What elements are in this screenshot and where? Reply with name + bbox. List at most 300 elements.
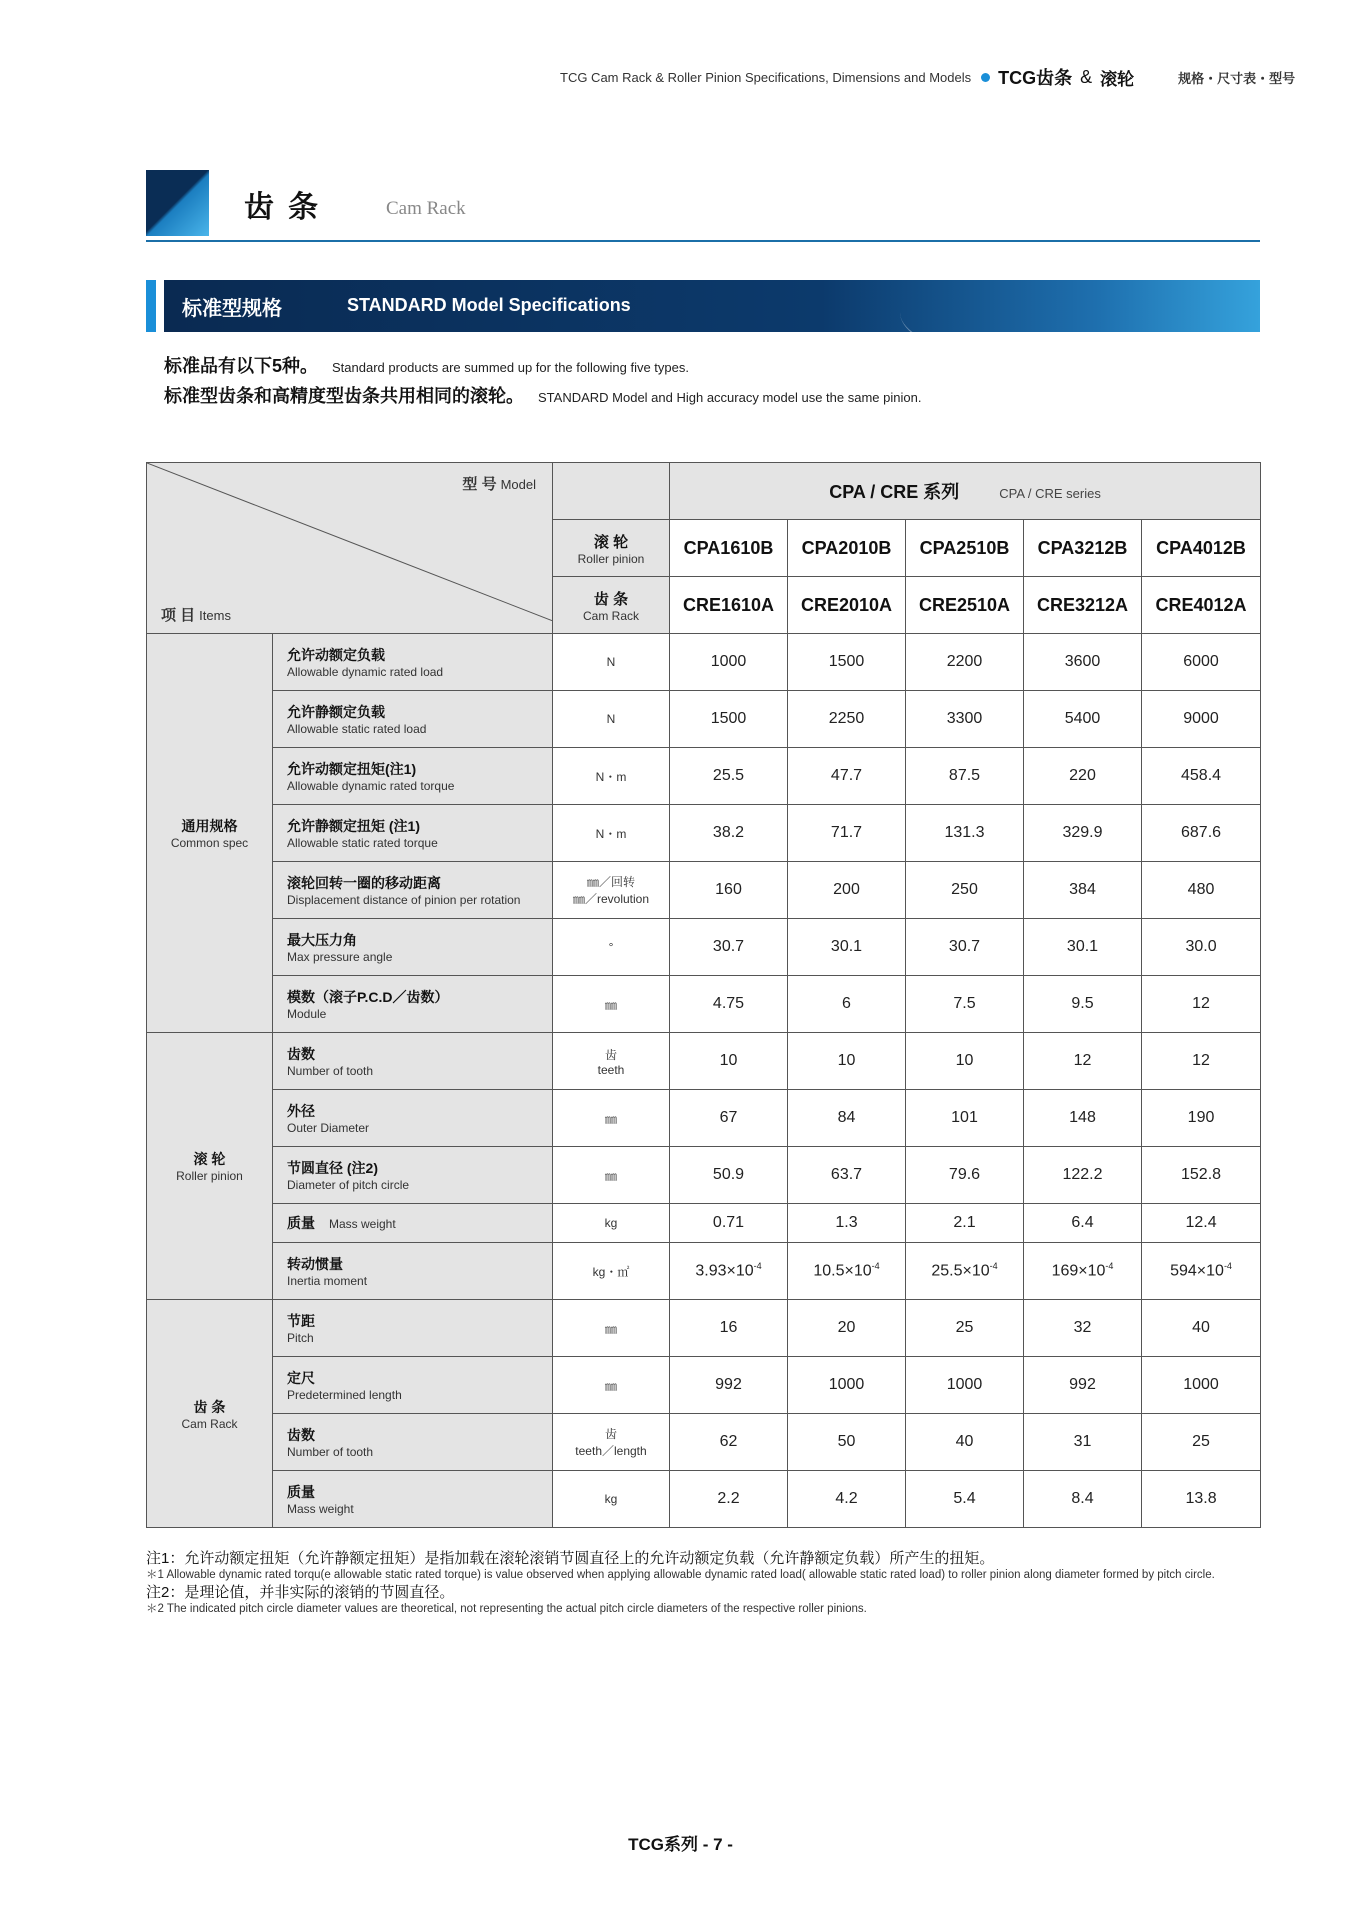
value-cell: [1024, 1033, 1142, 1090]
value-cell: [1024, 1243, 1142, 1300]
value-exponent: -4: [1105, 1261, 1114, 1272]
unit-cell: [553, 634, 670, 691]
table-row: [147, 1090, 1261, 1147]
value-text: 30.1: [1066, 938, 1099, 955]
value-text: 7.5: [953, 995, 976, 1012]
value-cell: [1024, 1147, 1142, 1204]
value-cell: [788, 805, 906, 862]
spec-label-zh: 允许动额定负载: [287, 647, 385, 663]
value-text: 1000: [946, 1376, 983, 1393]
unit-cell: [553, 748, 670, 805]
pinion-model-cell: CPA2010B: [788, 520, 906, 577]
table-row: [147, 805, 1261, 862]
spec-label-zh: 允许动额定扭矩(注1): [287, 761, 417, 777]
spec-banner: [164, 280, 1260, 332]
value-text: 20: [837, 1319, 856, 1336]
spec-label-zh: 定尺: [287, 1370, 315, 1386]
unit-cell: [553, 1090, 670, 1147]
value-cell: [906, 1471, 1024, 1528]
unit-cell: [553, 976, 670, 1033]
note-2-en: ＊2 The indicated pitch circle diameter values are theoretical, not representing the actual pitch circle diameters of the respective roller pinions.: [146, 1603, 867, 1615]
unit-main: N: [606, 655, 616, 669]
spec-label-cell: [273, 1033, 553, 1090]
value-cell: [1142, 634, 1261, 691]
spec-label-zh: 转动惯量: [287, 1256, 343, 1272]
value-text: 9000: [1183, 710, 1219, 727]
value-cell: [906, 748, 1024, 805]
value-text: 160: [715, 881, 742, 898]
value-text: 40: [955, 1433, 974, 1450]
intro-1-zh: 标准品有以下5种。: [164, 356, 319, 376]
value-cell: [906, 1243, 1024, 1300]
unit-main: 齿: [604, 1047, 617, 1062]
table-row: [147, 1414, 1261, 1471]
spec-label-en: Pitch: [287, 1331, 314, 1345]
spec-table: [146, 462, 1261, 1528]
table-row: [147, 1243, 1261, 1300]
table-row: [147, 1204, 1261, 1243]
value-text: 0.71: [712, 1214, 745, 1231]
value-cell: [670, 1357, 788, 1414]
value-text: 1500: [828, 653, 865, 670]
value-text: 4.75: [712, 995, 745, 1012]
value-text: 329.9: [1062, 824, 1103, 841]
spec-label-zh: 允许静额定负载: [287, 704, 385, 720]
unit-cell: [553, 1147, 670, 1204]
value-text: 122.2: [1062, 1166, 1103, 1183]
pinion-label-cell: 滚 轮 Roller pinion: [553, 520, 670, 577]
unit-cell: [553, 691, 670, 748]
value-cell: [788, 976, 906, 1033]
value-text: 25.5×10: [931, 1262, 990, 1280]
value-cell: [788, 919, 906, 976]
value-cell: [788, 1414, 906, 1471]
value-cell: [906, 1204, 1024, 1243]
table-row: [147, 862, 1261, 919]
value-text: 40: [1192, 1319, 1210, 1336]
value-cell: [788, 634, 906, 691]
spec-label-cell: [273, 1300, 553, 1357]
spec-label-zh: 最大压力角: [287, 932, 357, 948]
note-1-zh: 注1：允许动额定扭矩（允许静额定扭矩）是指加载在滚轮滚销节圆直径上的允许动额定负载（允许静额定负载）所产生的扭矩。: [146, 1550, 995, 1567]
value-text: 3.93×10: [695, 1262, 754, 1280]
pinion-model-cell: CPA3212B: [1024, 520, 1142, 577]
spec-label-en: Outer Diameter: [287, 1121, 370, 1135]
section-title: 齿条: [244, 191, 332, 224]
value-text: 12.4: [1185, 1214, 1217, 1231]
unit-main: N・m: [595, 826, 627, 841]
value-text: 30.1: [830, 938, 863, 955]
unit-main: ㎜: [604, 1111, 617, 1126]
value-cell: [1024, 748, 1142, 805]
pinion-model-cell: CPA1610B: [670, 520, 788, 577]
spec-label-zh: 节圆直径 (注2): [287, 1160, 378, 1176]
value-cell: [670, 919, 788, 976]
table-row: [147, 1471, 1261, 1528]
spec-label-zh: 质量: [287, 1484, 315, 1500]
value-cell: [788, 1357, 906, 1414]
value-cell: [670, 1090, 788, 1147]
table-row: [147, 748, 1261, 805]
value-text: 9.5: [1071, 995, 1094, 1012]
table-row: [147, 976, 1261, 1033]
unit-sub: ㎜／revolution: [572, 892, 650, 906]
value-cell: [670, 1147, 788, 1204]
spec-label-zh: 节距: [287, 1313, 315, 1329]
value-text: 3600: [1064, 653, 1101, 670]
value-text: 992: [1069, 1376, 1096, 1393]
spec-label-zh: 模数（滚子P.C.D／齿数）: [287, 989, 449, 1005]
value-text: 250: [951, 881, 978, 898]
value-text: 6000: [1183, 653, 1219, 670]
value-cell: [1024, 1090, 1142, 1147]
value-cell: [670, 1033, 788, 1090]
value-text: 5.4: [953, 1490, 976, 1507]
value-cell: [1142, 805, 1261, 862]
value-cell: [1024, 1357, 1142, 1414]
unit-main: kg: [604, 1492, 618, 1506]
unit-main: ㎜: [604, 1168, 617, 1183]
value-cell: [906, 691, 1024, 748]
unit-main: ㎜: [604, 997, 617, 1012]
value-text: 87.5: [948, 767, 981, 784]
spec-label-en: Inertia moment: [287, 1274, 368, 1288]
spec-label-zh: 外径: [287, 1103, 315, 1119]
value-text: 2.1: [953, 1214, 976, 1231]
value-cell: [1142, 1090, 1261, 1147]
value-text: 2200: [946, 653, 983, 670]
value-cell: [1142, 1414, 1261, 1471]
unit-cell: [553, 1204, 670, 1243]
spec-label-cell: [273, 1147, 553, 1204]
value-text: 31: [1073, 1433, 1092, 1450]
spec-label-cell: [273, 919, 553, 976]
value-cell: [1024, 634, 1142, 691]
value-cell: [1142, 1300, 1261, 1357]
intro-2-en: STANDARD Model and High accuracy model use the same pinion.: [538, 390, 922, 405]
value-cell: [788, 691, 906, 748]
unit-main: 齿: [604, 1427, 617, 1441]
table-row: [147, 1033, 1261, 1090]
spec-label-cell: [273, 1357, 553, 1414]
value-cell: [1142, 1033, 1261, 1090]
table-row: [147, 1147, 1261, 1204]
group-label-zh: 滚 轮: [193, 1151, 226, 1167]
value-cell: [670, 1204, 788, 1243]
rack-model-cell: CRE3212A: [1024, 577, 1142, 634]
value-cell: [1142, 1204, 1261, 1243]
band-marker: [146, 280, 156, 332]
value-text: 25.5: [712, 767, 745, 784]
spec-label-en: Number of tooth: [287, 1445, 374, 1459]
value-text: 8.4: [1071, 1490, 1094, 1507]
value-text: 2250: [828, 710, 865, 727]
unit-main: N: [606, 712, 616, 726]
group-label-en: Roller pinion: [176, 1169, 243, 1183]
value-cell: [670, 1414, 788, 1471]
value-text: 50.9: [712, 1166, 745, 1183]
intro-1-en: Standard products are summed up for the following five types.: [332, 360, 689, 375]
pinion-model-cell: CPA2510B: [906, 520, 1024, 577]
spec-label-cell: [273, 1243, 553, 1300]
value-cell: [670, 691, 788, 748]
value-text: 594×10: [1170, 1262, 1224, 1280]
value-text: 1500: [710, 710, 747, 727]
spec-label-en: Allowable static rated torque: [287, 836, 438, 850]
value-cell: [788, 862, 906, 919]
unit-cell: [553, 919, 670, 976]
value-cell: [1142, 976, 1261, 1033]
running-header: [560, 62, 1300, 92]
series-header: CPA / CRE 系列 CPA / CRE series: [670, 463, 1261, 520]
blank-unit-header: [553, 463, 670, 520]
section-divider: [146, 240, 1260, 242]
value-text: 38.2: [712, 824, 745, 841]
spec-label-en: Mass weight: [287, 1502, 354, 1516]
spec-label-cell: [273, 1414, 553, 1471]
header-brand: TCG齿条: [998, 68, 1073, 88]
value-cell: [906, 919, 1024, 976]
footer-page: - 7 -: [702, 1835, 733, 1854]
value-text: 32: [1073, 1319, 1092, 1336]
value-text: 5400: [1064, 710, 1101, 727]
value-text: 384: [1069, 881, 1096, 898]
value-text: 1000: [1183, 1376, 1219, 1393]
footer-series: TCG系列: [628, 1835, 698, 1854]
value-text: 169×10: [1051, 1262, 1106, 1280]
value-text: 79.6: [948, 1166, 981, 1183]
spec-label-zh: 允许静额定扭矩 (注1): [287, 818, 420, 834]
unit-main: kg: [604, 1216, 618, 1230]
banner-title-en: STANDARD Model Specifications: [347, 295, 631, 315]
value-text: 12: [1073, 1052, 1092, 1069]
unit-main: N・m: [595, 769, 627, 784]
value-cell: [1142, 919, 1261, 976]
value-cell: [1024, 1204, 1142, 1243]
value-text: 4.2: [835, 1490, 858, 1507]
value-text: 71.7: [830, 824, 863, 841]
table-row: [147, 691, 1261, 748]
swoosh-decoration: [900, 280, 1260, 332]
spec-label-en: Max pressure angle: [287, 950, 393, 964]
value-text: 220: [1069, 767, 1096, 784]
table-row: [147, 1357, 1261, 1414]
value-cell: [670, 1300, 788, 1357]
group-label-en: Cam Rack: [181, 1416, 238, 1431]
value-text: 101: [951, 1109, 978, 1126]
spec-label-en: Displacement distance of pinion per rotation: [287, 893, 521, 907]
value-text: 1000: [828, 1376, 865, 1393]
value-text: 190: [1187, 1109, 1215, 1126]
rack-model-cell: CRE2010A: [788, 577, 906, 634]
value-text: 1000: [710, 653, 747, 670]
value-cell: [906, 1147, 1024, 1204]
rack-model-cell: CRE2510A: [906, 577, 1024, 634]
unit-main: ㎜: [604, 1321, 617, 1336]
spec-label-cell: [273, 748, 553, 805]
value-text: 687.6: [1181, 824, 1222, 841]
spec-label-cell: [273, 1471, 553, 1528]
value-text: 458.4: [1181, 767, 1222, 784]
spec-label-cell: [273, 862, 553, 919]
spec-label-cell: [273, 805, 553, 862]
unit-main: °: [608, 940, 614, 954]
section-icon: [146, 170, 209, 236]
table-row: [147, 1300, 1261, 1357]
value-cell: [1142, 862, 1261, 919]
spec-label-en: Diameter of pitch circle: [287, 1178, 410, 1192]
value-text: 1.3: [835, 1214, 858, 1231]
value-text: 131.3: [944, 824, 985, 841]
spec-label-en: Mass weight: [329, 1217, 396, 1231]
value-cell: [1024, 691, 1142, 748]
value-text: 6.4: [1071, 1214, 1094, 1231]
table-row: [147, 919, 1261, 976]
section-subtitle: Cam Rack: [386, 198, 466, 219]
value-text: 148: [1069, 1109, 1096, 1126]
group-label-cell: [147, 1300, 273, 1528]
value-text: 16: [719, 1319, 738, 1336]
value-cell: [788, 748, 906, 805]
value-cell: [788, 1204, 906, 1243]
value-text: 10.5×10: [813, 1262, 872, 1280]
value-text: 2.2: [717, 1490, 740, 1507]
spec-label-cell: [273, 976, 553, 1033]
spec-label-cell: [273, 691, 553, 748]
corner-model-label: 型 号 Model: [462, 476, 536, 493]
note-2-zh: 注2：是理论值，并非实际的滚销的节圆直径。: [146, 1584, 455, 1601]
group-label-cell: [147, 1033, 273, 1300]
spec-label-cell: [273, 1090, 553, 1147]
unit-main: ㎜: [604, 1378, 617, 1393]
unit-cell: [553, 1243, 670, 1300]
value-cell: [788, 1147, 906, 1204]
value-cell: [906, 805, 1024, 862]
value-cell: [788, 1243, 906, 1300]
value-text: 3300: [946, 710, 983, 727]
group-label-zh: 通用规格: [181, 818, 238, 834]
spec-label-cell: [273, 634, 553, 691]
value-cell: [906, 1033, 1024, 1090]
pinion-model-cell: CPA4012B: [1142, 520, 1261, 577]
corner-items-label: 项 目 Items: [161, 607, 231, 624]
spec-label-en: Number of tooth: [287, 1064, 374, 1078]
unit-cell: [553, 805, 670, 862]
value-cell: [906, 1357, 1024, 1414]
value-text: 30.7: [712, 938, 745, 955]
value-cell: [1024, 1414, 1142, 1471]
value-exponent: -4: [753, 1261, 762, 1272]
value-text: 10: [955, 1052, 974, 1069]
value-cell: [670, 1471, 788, 1528]
spec-label-cell: [273, 1204, 553, 1243]
value-cell: [1024, 1300, 1142, 1357]
value-cell: [906, 976, 1024, 1033]
value-exponent: -4: [989, 1261, 998, 1272]
spec-label-en: Predetermined length: [287, 1388, 402, 1402]
spec-label-en: Allowable static rated load: [287, 722, 427, 736]
rack-model-cell: CRE4012A: [1142, 577, 1261, 634]
intro-line-1: [164, 352, 689, 378]
unit-cell: [553, 1471, 670, 1528]
value-cell: [1142, 1471, 1261, 1528]
unit-sub: teeth／length: [575, 1444, 647, 1458]
table-row: [147, 634, 1261, 691]
value-cell: [670, 748, 788, 805]
value-cell: [670, 634, 788, 691]
value-text: 13.8: [1185, 1490, 1217, 1507]
value-cell: [788, 1033, 906, 1090]
value-cell: [1024, 862, 1142, 919]
banner-title-zh: 标准型规格: [182, 298, 282, 320]
value-cell: [1142, 1243, 1261, 1300]
unit-cell: [553, 862, 670, 919]
spec-label-zh: 质量: [287, 1215, 315, 1231]
bullet-icon: [981, 73, 990, 82]
unit-cell: [553, 1414, 670, 1471]
value-cell: [1024, 1471, 1142, 1528]
value-text: 10: [837, 1052, 856, 1069]
value-cell: [788, 1300, 906, 1357]
value-cell: [670, 976, 788, 1033]
value-cell: [1142, 748, 1261, 805]
page-footer: [0, 1830, 1361, 1855]
intro-2-zh: 标准型齿条和高精度型齿条共用相同的滚轮。: [164, 386, 524, 406]
value-cell: [1142, 691, 1261, 748]
value-cell: [670, 1243, 788, 1300]
value-exponent: -4: [871, 1261, 880, 1272]
value-cell: [906, 1300, 1024, 1357]
unit-main: kg・㎡: [592, 1264, 630, 1279]
intro-line-2: [164, 382, 921, 408]
value-text: 47.7: [830, 767, 863, 784]
header-brand2: 滚轮: [1100, 69, 1135, 89]
group-label-en: Common spec: [170, 836, 249, 850]
header-tail: 规格・尺寸表・型号: [1178, 70, 1296, 86]
group-label-cell: [147, 634, 273, 1033]
value-text: 67: [719, 1109, 738, 1126]
unit-cell: [553, 1300, 670, 1357]
value-cell: [906, 634, 1024, 691]
spec-label-zh: 齿数: [287, 1427, 315, 1443]
corner-header-cell: [147, 463, 553, 634]
spec-label-zh: 滚轮回转一圈的移动距离: [287, 875, 441, 891]
group-label-zh: 齿 条: [193, 1398, 226, 1415]
value-cell: [1024, 976, 1142, 1033]
value-text: 6: [842, 995, 851, 1012]
value-exponent: -4: [1223, 1261, 1232, 1272]
value-cell: [906, 1090, 1024, 1147]
unit-main: ㎜／回转: [586, 875, 635, 889]
value-text: 25: [955, 1319, 974, 1336]
unit-sub: teeth: [597, 1062, 625, 1077]
value-text: 30.7: [948, 938, 981, 955]
value-text: 12: [1192, 995, 1210, 1012]
value-text: 25: [1192, 1433, 1210, 1450]
value-cell: [1142, 1147, 1261, 1204]
spec-label-en: Allowable dynamic rated load: [287, 665, 444, 679]
header-en: TCG Cam Rack & Roller Pinion Specifications, Dimensions and Models: [560, 69, 972, 85]
value-text: 30.0: [1185, 938, 1217, 955]
value-cell: [1024, 919, 1142, 976]
value-text: 63.7: [830, 1166, 863, 1183]
note-1-en: ＊1 Allowable dynamic rated torqu(e allowable static rated torque) is value observed when applying allowable dynamic rated load( allowable static rated load) to roller pinion along diameter formed by pitch circle.: [146, 1569, 1215, 1581]
value-text: 152.8: [1181, 1166, 1222, 1183]
header-amp: &: [1080, 66, 1093, 87]
footnotes: [146, 1550, 1260, 1618]
rack-label-cell: 齿 条 Cam Rack: [553, 577, 670, 634]
value-text: 480: [1187, 881, 1215, 898]
